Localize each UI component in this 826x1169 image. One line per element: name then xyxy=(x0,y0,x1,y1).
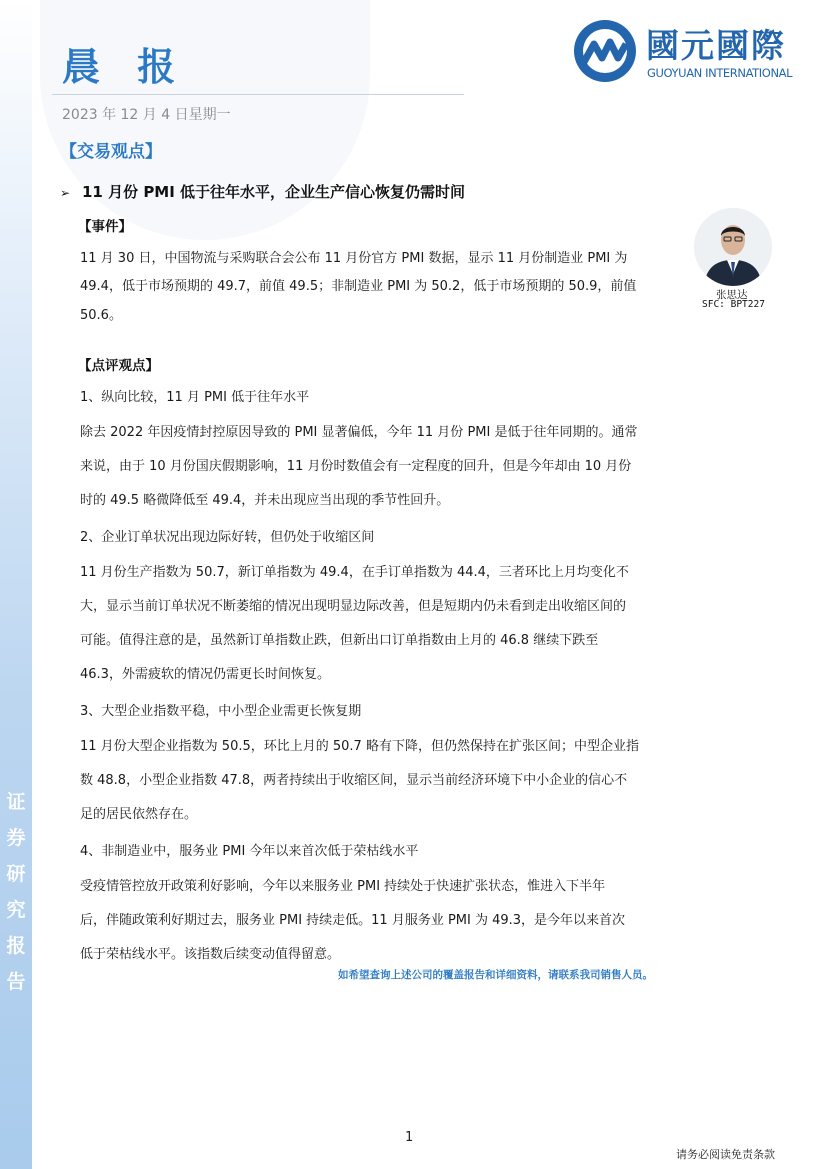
paragraph-line: 低于荣枯线水平。该指数后续变动值得留意。 xyxy=(80,947,341,962)
sidebar-char: 告 xyxy=(6,971,26,993)
section-title: 【交易观点】 xyxy=(60,142,162,162)
analyst-portrait-icon xyxy=(694,208,772,286)
point-2-paragraph xyxy=(80,561,676,686)
paragraph-line: 除去 2022 年因疫情封控原因导致的 PMI 显著偏低，今年 11 月份 PMI 是低于往年同期的。通常 xyxy=(80,425,638,440)
paragraph-line: 可能。值得注意的是，虽然新订单指数止跌，但新出口订单指数由上月的 46.8 继续下跌至 xyxy=(80,633,599,648)
paragraph-line: 50.6。 xyxy=(80,308,122,323)
analyst-avatar xyxy=(694,208,772,286)
event-paragraph xyxy=(80,247,676,327)
point-1-heading: 1、纵向比较，11 月 PMI 低于往年水平 xyxy=(80,390,310,405)
company-logo xyxy=(572,18,810,88)
paragraph-line: 时的 49.5 略微降低至 49.4，并未出现应当出现的季节性回升。 xyxy=(80,493,450,508)
paragraph-line: 11 月份大型企业指数为 50.5，环比上月的 50.7 略有下降，但仍然保持在扩张区间；中型企业指 xyxy=(80,739,639,754)
page-number: 1 xyxy=(405,1130,414,1145)
paragraph-line: 11 月 30 日，中国物流与采购联合会公布 11 月份官方 PMI 数据，显示 11 月份制造业 PMI 为 xyxy=(80,251,628,266)
comment-heading: 【点评观点】 xyxy=(78,358,159,374)
paragraph-line: 49.4，低于市场预期的 49.7，前值 49.5；非制造业 PMI 为 50.2，低于市场预期的 50.9，前值 xyxy=(80,279,637,294)
point-4-paragraph xyxy=(80,875,676,966)
article-headline xyxy=(60,181,465,202)
logo-mark-icon xyxy=(572,18,638,84)
sidebar-report-label xyxy=(0,790,32,994)
headline-text: 11 月份 PMI 低于往年水平，企业生产信心恢复仍需时间 xyxy=(82,183,466,201)
analyst-sfc-number: SFC: BPT227 xyxy=(702,299,765,310)
point-4-heading: 4、非制造业中，服务业 PMI 今年以来首次低于荣枯线水平 xyxy=(80,844,419,859)
point-1-paragraph xyxy=(80,421,676,512)
disclaimer-note: 请务必阅读免责条款 xyxy=(676,1148,775,1161)
paragraph-line: 来说，由于 10 月份国庆假期影响，11 月份时数值会有一定程度的回升，但是今年却由 10 月份 xyxy=(80,459,632,474)
sidebar-char: 券 xyxy=(6,827,26,849)
point-2-heading: 2、企业订单状况出现边际好转，但仍处于收缩区间 xyxy=(80,530,375,545)
bullet-arrow-icon: ➢ xyxy=(60,186,71,200)
logo-english-name: GUOYUAN INTERNATIONAL xyxy=(647,66,793,80)
header-divider xyxy=(52,94,464,95)
point-3-paragraph xyxy=(80,735,676,826)
sidebar-char: 报 xyxy=(6,935,26,957)
paragraph-line: 数 48.8，小型企业指数 47.8，两者持续出于收缩区间，显示当前经济环境下中小企业的信心不 xyxy=(80,773,628,788)
paragraph-line: 受疫情管控放开政策利好影响，今年以来服务业 PMI 持续处于快速扩张状态，惟进入下半年 xyxy=(80,879,606,894)
sidebar-char: 究 xyxy=(6,899,26,921)
point-3-heading: 3、大型企业指数平稳，中小型企业需更长恢复期 xyxy=(80,704,362,719)
paragraph-line: 后，伴随政策利好期过去，服务业 PMI 持续走低。11 月服务业 PMI 为 49.3，是今年以来首次 xyxy=(80,913,626,928)
sidebar-char: 研 xyxy=(6,863,26,885)
event-heading: 【事件】 xyxy=(78,219,132,235)
paragraph-line: 足的居民依然存在。 xyxy=(80,807,198,822)
paragraph-line: 11 月份生产指数为 50.7，新订单指数为 49.4，在手订单指数为 44.4，三者环比上月均变化不 xyxy=(80,565,629,580)
logo-chinese-name: 國元國際 xyxy=(646,26,786,65)
paragraph-line: 46.3，外需疲软的情况仍需更长时间恢复。 xyxy=(80,667,330,682)
report-date: 2023 年 12 月 4 日星期一 xyxy=(62,107,231,123)
page-title: 晨 报 xyxy=(62,45,188,89)
analyst-name: 张思达 xyxy=(716,289,748,301)
contact-sales-note: 如希望查询上述公司的覆盖报告和详细资料，请联系我司销售人员。 xyxy=(338,969,653,981)
sidebar-char: 证 xyxy=(6,791,26,813)
paragraph-line: 大，显示当前订单状况不断萎缩的情况出现明显边际改善，但是短期内仍未看到走出收缩区间的 xyxy=(80,599,627,614)
left-sidebar-band xyxy=(0,0,32,1169)
